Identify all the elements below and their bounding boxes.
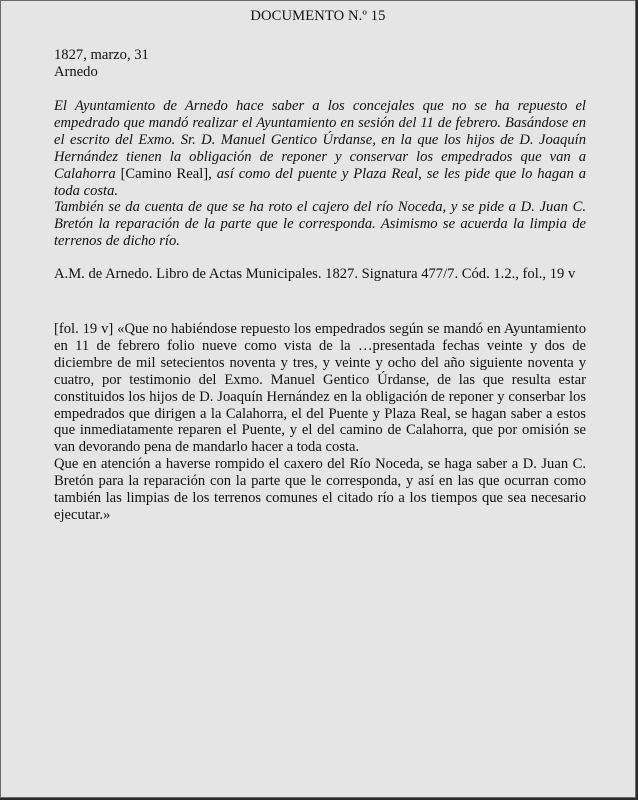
summary-bracket-note: [Camino Real] [120,165,209,182]
summary-paragraph-2: También se da cuenta de que se ha roto el cajero del río Noceda, y se pide a D. Juan C. Bretón la reparación de la parte que le corresponda. Asimismo se acuerda la limpia de terrenos de dicho río. [54,199,586,250]
summary-text-1b: , así como del puente y Plaza Real, se les pide que lo hagan a toda costa. [54,165,587,199]
document-transcription [54,321,586,524]
transcription-paragraph-2: Que en atención a haverse rompido el caxero del Río Noceda, se haga saber a D. Juan C. Bretón para la reparación con la parte que le corresponda, y así en las que ocurran como también las limpias de los terrenos comunes el citado río a los tiempos que sea necesario ejecutar.» [54,456,586,523]
document-place: Arnedo [54,64,98,80]
document-date: 1827, marzo, 31 [54,47,149,63]
archive-source-reference: A.M. de Arnedo. Libro de Actas Municipales. 1827. Signatura 477/7. Cód. 1.2., fol., 19 v [54,266,576,282]
transcription-paragraph-1: [fol. 19 v] «Que no habiéndose repuesto los empedrados según se mandó en Ayuntamiento en 11 de febrero folio nueve como vista de la …presentada fechas veinte y dos de diciembre de mil setecientos noventa y tres, y veinte y ocho del año siguiente noventa y cuatro, por testimonio del Exmo. Manuel Gentico Úrdanse, de las que resulta estar constituidos los hijos de D. Joaquín Hernández en la obligación de reponer y conserbar los empedrados que dirigen a la Calahorra, el del Puente y Plaza Real, se hagan saber a estos que inmediatamente reparen el Puente, y el del camino de Calahorra, que por omisión se van devorando pena de mandarlo hacer a toda costa. [54,321,586,456]
document-summary [54,98,586,250]
summary-paragraph-1 [54,98,586,199]
summary-text-1a: El Ayuntamiento de Arnedo hace saber a los concejales que no se ha repuesto el empedrado que mandó realizar el Ayuntamiento en sesión del 11 de febrero. Basándose en el escrito del Exmo. Sr. D. Manuel Gentico Úrdanse, en la que los hijos de D. Joaquín Hernández tienen la obligación de reponer y conservar los empedrados que van a Calahorra [54,98,586,182]
document-title: DOCUMENTO N.º 15 [250,8,386,24]
